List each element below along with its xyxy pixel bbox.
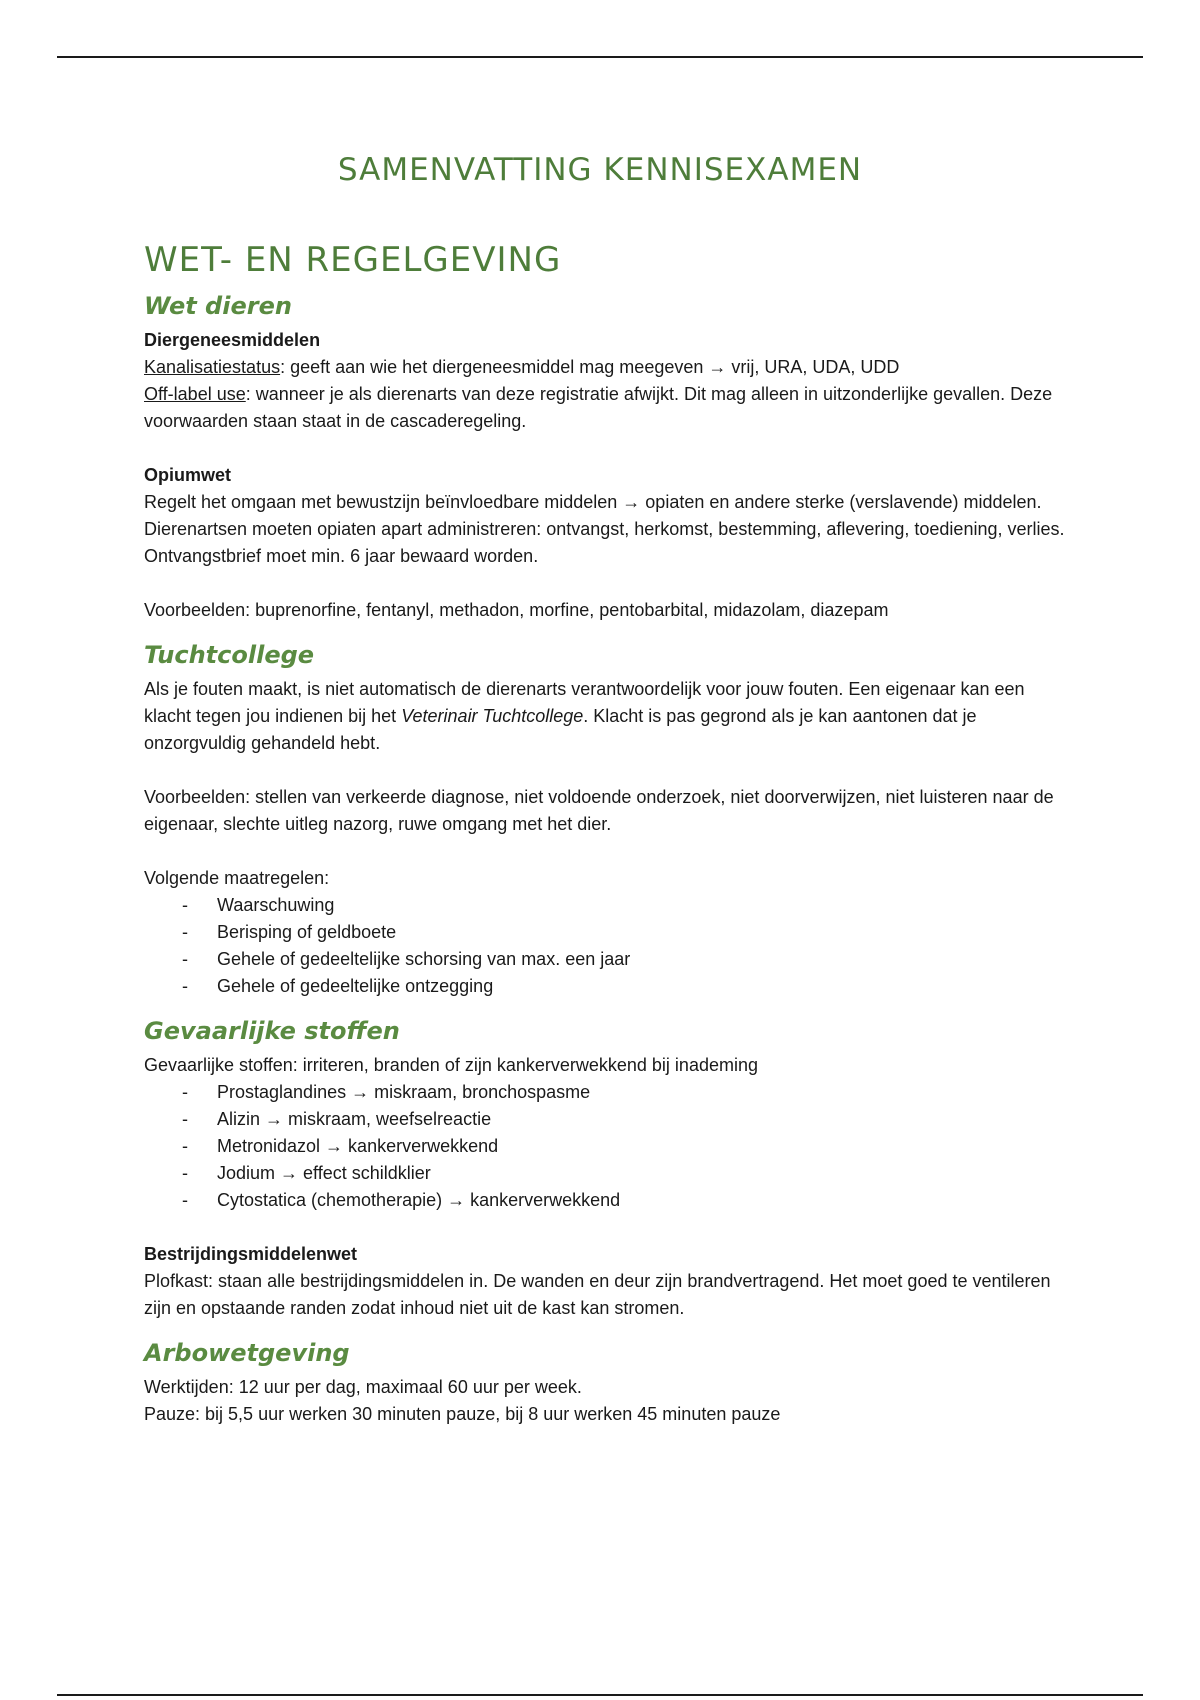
paragraph-pauze: Pauze: bij 5,5 uur werken 30 minuten pauze, bij 8 uur werken 45 minuten pauze	[144, 1403, 781, 1424]
paragraph-plofkast: Plofkast: staan alle bestrijdingsmiddelen in. De wanden en deur zijn brandvertragend. Het moet goed te ventileren zijn en opstaande randen zodat inhoud niet uit de kast kan stromen.	[144, 1270, 1051, 1318]
page-bottom-rule	[57, 1694, 1143, 1696]
paragraph-kanalisatiestatus	[144, 354, 1074, 381]
list-item: - Cytostatica (chemotherapie) → kankerverwekkend	[144, 1187, 1074, 1214]
paragraph-opiumwet-voorbeelden: Voorbeelden: buprenorfine, fentanyl, methadon, morfine, pentobarbital, midazolam, diazepam	[144, 599, 889, 620]
document-title: SAMENVATTING KENNISEXAMEN	[337, 152, 863, 188]
heading-opiumwet: Opiumwet	[144, 464, 232, 485]
term-off-label-use: Off-label use	[144, 383, 246, 404]
tuchtcollege-text-before: Als je fouten maakt, is niet automatisch de dierenarts verantwoordelijk voor jouw fouten. Een eigenaar kan een klacht tegen jou indienen bij het	[144, 678, 1025, 726]
paragraph-off-label-use	[144, 381, 1074, 435]
paragraph-tuchtcollege-intro	[144, 676, 1074, 757]
paragraph-gevaarlijke-stoffen-intro: Gevaarlijke stoffen: irriteren, branden of zijn kankerverwekkend bij inademing	[144, 1054, 758, 1075]
list-item: - Gehele of gedeeltelijke schorsing van max. een jaar	[144, 946, 1074, 973]
paragraph-opiumwet-administratie: Dierenartsen moeten opiaten apart administreren: ontvangst, herkomst, bestemming, aflevering, toediening, verlies. Ontvangstbrief moet min. 6 jaar bewaard worden.	[144, 518, 1065, 566]
definition-off-label-use: : wanneer je als dierenarts van deze registratie afwijkt. Dit mag alleen in uitzonderlijke gevallen. Deze voorwaarden staan staat in de cascaderegeling.	[144, 383, 1053, 431]
paragraph-maatregelen-intro: Volgende maatregelen:	[144, 867, 330, 888]
list-item: - Jodium → effect schildklier	[144, 1160, 1074, 1187]
heading-diergeneesmiddelen: Diergeneesmiddelen	[144, 329, 321, 350]
list-item: - Waarschuwing	[144, 892, 1074, 919]
list-item: - Berisping of geldboete	[144, 919, 1074, 946]
subheading-wet-dieren: Wet dieren	[144, 291, 292, 320]
definition-kanalisatiestatus: : geeft aan wie het diergeneesmiddel mag meegeven → vrij, URA, UDA, UDD	[280, 356, 900, 377]
veterinair-tuchtcollege-emphasis: Veterinair Tuchtcollege	[401, 705, 584, 726]
subheading-gevaarlijke-stoffen: Gevaarlijke stoffen	[144, 1016, 400, 1045]
page-top-rule	[57, 56, 1143, 58]
section-heading-wet-en-regelgeving: WET- EN REGELGEVING	[144, 240, 562, 280]
heading-bestrijdingsmiddelenwet: Bestrijdingsmiddelenwet	[144, 1243, 358, 1264]
gevaarlijke-stoffen-list	[144, 1079, 1074, 1214]
document-body	[144, 240, 1074, 1428]
paragraph-werktijden: Werktijden: 12 uur per dag, maximaal 60 uur per week.	[144, 1376, 582, 1397]
subheading-arbowetgeving: Arbowetgeving	[144, 1338, 350, 1367]
list-item: - Prostaglandines → miskraam, bronchospasme	[144, 1079, 1074, 1106]
maatregelen-list	[144, 892, 1074, 1000]
list-item: - Gehele of gedeeltelijke ontzegging	[144, 973, 1074, 1000]
list-item: - Alizin → miskraam, weefselreactie	[144, 1106, 1074, 1133]
tuchtcollege-text-after: . Klacht is pas gegrond als je kan aantonen dat je onzorgvuldig gehandeld hebt.	[144, 705, 977, 753]
term-kanalisatiestatus: Kanalisatiestatus	[144, 356, 281, 377]
list-item: - Metronidazol → kankerverwekkend	[144, 1133, 1074, 1160]
subheading-tuchtcollege: Tuchtcollege	[144, 640, 315, 669]
paragraph-tuchtcollege-voorbeelden: Voorbeelden: stellen van verkeerde diagnose, niet voldoende onderzoek, niet doorverwijzen, niet luisteren naar de eigenaar, slechte uitleg nazorg, ruwe omgang met het dier.	[144, 786, 1054, 834]
paragraph-opiumwet-definition: Regelt het omgaan met bewustzijn beïnvloedbare middelen → opiaten en andere sterke (verslavende) middelen.	[144, 491, 1042, 512]
